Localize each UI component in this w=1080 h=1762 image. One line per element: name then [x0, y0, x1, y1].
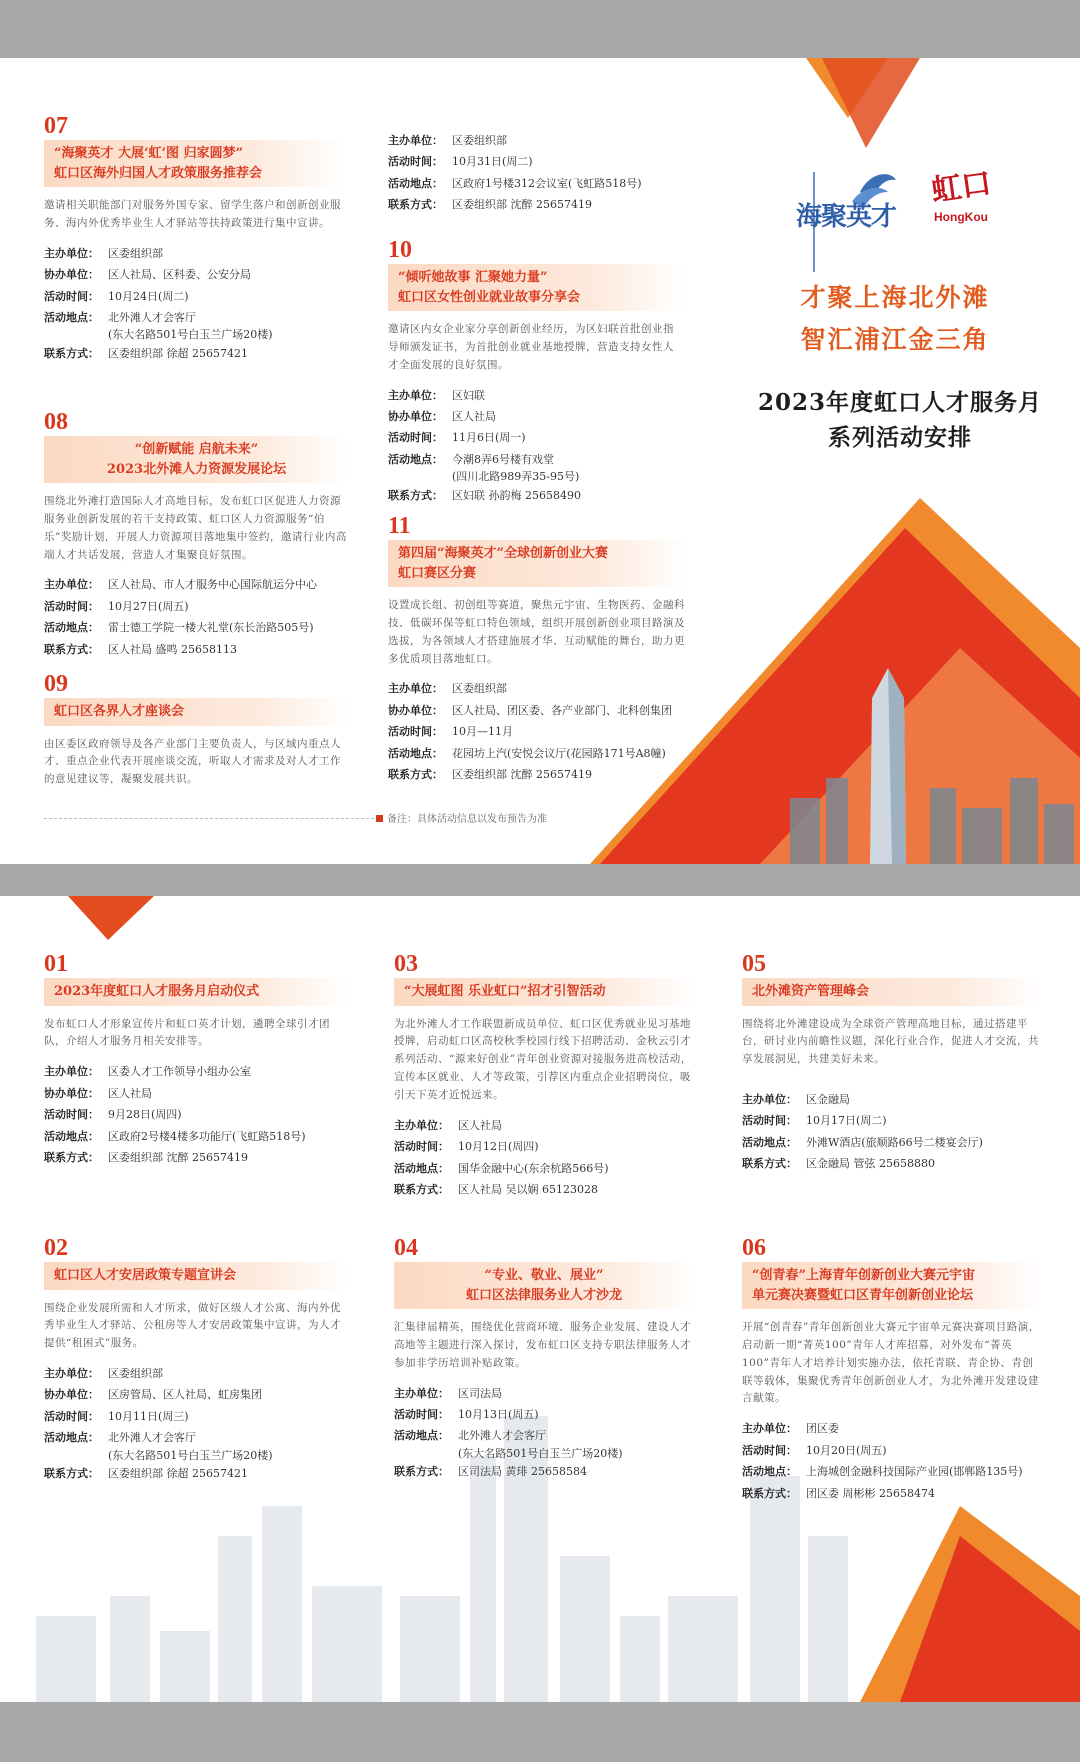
host-label: 主办单位： [44, 1367, 99, 1381]
time-value: 10月11日(周三) [108, 1409, 189, 1423]
contact-row [388, 194, 678, 215]
co-label: 协办单位： [44, 1388, 99, 1402]
brochure-panel-inner [0, 896, 1080, 1702]
place-value-detail: (东大名路501号白玉兰广场20楼) [108, 328, 273, 342]
event-title-band [742, 1262, 1042, 1309]
time-value: 10月—11月 [452, 725, 513, 739]
place-row [388, 743, 688, 764]
host-row [44, 243, 344, 264]
event-title-band [44, 698, 349, 726]
slogan-line: 智汇浦江金三角 [800, 325, 990, 354]
host-value: 区金融局 [806, 1093, 850, 1107]
event-title: “大展虹图 乐业虹口”招才引智活动 [404, 984, 606, 999]
slogan-line: 才聚上海北外滩 [800, 283, 990, 312]
event-description: 围绕将北外滩建设成为全球资产管理高地目标，通过搭建平台，研讨业内前瞻性议题，深化行业合作，促进人才交流，共享发展洞见，共建美好未来。 [742, 1017, 1039, 1066]
event-title: 虹口区女性创业就业故事分享会 [398, 289, 581, 305]
place-value-detail: (东大名路501号白玉兰广场20楼) [458, 1446, 623, 1460]
co-label: 协办单位： [44, 1086, 99, 1100]
event-title: 北外滩资产管理峰会 [752, 984, 870, 999]
contact-label: 联系方式： [394, 1183, 449, 1197]
footnote [376, 810, 547, 825]
time-value: 10月13日(周五) [458, 1407, 539, 1421]
time-value: 10月12日(周四) [458, 1140, 539, 1154]
event-number: 07 [44, 113, 68, 139]
host-value: 区妇联 [452, 388, 485, 402]
event-description: 邀请相关职能部门对服务外国专家、留学生落户和创新创业服务、海内外优秀毕业生人才驿站等扶持政策进行集中宣讲。 [44, 199, 341, 229]
contact-value: 区委组织部 沈醉 25657419 [108, 1150, 248, 1164]
time-row [742, 1440, 1042, 1461]
co-value: 区房管局、区人社局、虹房集团 [108, 1388, 262, 1402]
page-title-line: 系列活动安排 [828, 423, 972, 451]
place-value: 区政府2号楼4楼多功能厅(飞虹路518号) [108, 1129, 306, 1143]
note-square-icon [376, 815, 383, 822]
host-value: 区人社局、市人才服务中心国际航运分中心 [108, 578, 317, 592]
event-07 [44, 114, 344, 364]
event-title: 虹口区人才安居政策专题宣讲会 [54, 1268, 237, 1283]
time-row [388, 151, 678, 172]
contact-label: 联系方式： [44, 642, 99, 656]
host-label: 主办单位： [742, 1093, 797, 1107]
host-label: 主办单位： [44, 1065, 99, 1079]
co-row [44, 264, 344, 285]
contact-label: 联系方式： [44, 346, 99, 360]
event-number: 01 [44, 951, 68, 977]
contact-value: 区委组织部 徐超 25657421 [108, 346, 248, 360]
co-label: 协办单位： [388, 703, 443, 717]
time-label: 活动时间： [44, 1409, 99, 1423]
hongkou-logo-text: HongKou [934, 210, 988, 224]
contact-value: 区人社局 盛鸣 25658113 [108, 642, 237, 656]
co-value: 区人社局 [108, 1086, 152, 1100]
place-value: 上海城创金融科技国际产业园(邯郸路135号) [806, 1465, 1023, 1479]
contact-row [388, 485, 684, 506]
event-number: 04 [394, 1235, 418, 1261]
contact-value: 区委组织部 沈醉 25657419 [452, 768, 592, 782]
place-row [44, 1427, 349, 1463]
time-label: 活动时间： [388, 725, 443, 739]
host-value: 区人社局 [458, 1118, 502, 1132]
event-number: 09 [44, 671, 68, 697]
time-label: 活动时间： [394, 1407, 449, 1421]
host-row [388, 678, 688, 699]
contact-row [44, 343, 344, 364]
time-label: 活动时间： [394, 1140, 449, 1154]
haiju-logo-text: 海聚英才 [796, 202, 897, 232]
event-title: “创新赋能 启航未来” [134, 442, 259, 457]
time-value: 10月27日(周五) [108, 599, 189, 613]
co-row [388, 700, 688, 721]
contact-row [44, 1147, 349, 1168]
host-label: 主办单位： [388, 682, 443, 696]
host-row [44, 574, 349, 595]
event-title-band [394, 978, 694, 1006]
co-value: 区人社局、区科委、公安分局 [108, 268, 251, 282]
contact-label: 联系方式： [44, 1150, 99, 1164]
event-11 [388, 514, 688, 786]
place-value-detail: (四川北路989弄35-95号) [452, 470, 580, 484]
co-label: 协办单位： [388, 409, 443, 423]
time-value: 10月17日(周二) [806, 1114, 887, 1128]
event-title: 单元赛决赛暨虹口区青年创新创业论坛 [752, 1287, 974, 1303]
event-title: 虹口区各界人才座谈会 [54, 704, 185, 719]
event-title-band [44, 978, 349, 1006]
place-label: 活动地点： [44, 1129, 99, 1143]
event-title-band [742, 978, 1042, 1006]
host-value: 区司法局 [458, 1386, 502, 1400]
host-row [44, 1363, 349, 1384]
place-value: 今潮8弄6号楼有戏堂 [452, 452, 554, 466]
event-description: 汇集律届精英，围绕优化营商环境、服务企业发展、建设人才高地等主题进行深入探讨，发布虹口区支持专职法律服务人才参加非学历培训补贴政策。 [394, 1321, 691, 1369]
haiju-logo [790, 162, 900, 292]
note-text: 备注：具体活动信息以发布预告为准 [387, 814, 547, 825]
contact-label: 联系方式： [742, 1157, 797, 1171]
place-row [388, 173, 678, 194]
host-label: 主办单位： [394, 1118, 449, 1132]
event-title-band [44, 140, 344, 187]
place-label: 活动地点： [742, 1135, 797, 1149]
place-value: 北外滩人才会客厅 [108, 1431, 196, 1445]
contact-label: 联系方式： [742, 1486, 797, 1500]
contact-value: 区金融局 管弦 25658880 [806, 1157, 935, 1171]
host-label: 主办单位： [44, 578, 99, 592]
event-02 [44, 1236, 349, 1485]
event-06 [742, 1236, 1042, 1504]
contact-value: 区委组织部 沈醉 25657419 [452, 198, 592, 212]
contact-label: 联系方式： [394, 1465, 449, 1479]
host-label: 主办单位： [388, 134, 443, 147]
contact-value: 区妇联 孙韵梅 25658490 [452, 488, 581, 502]
event-title-band [388, 540, 688, 587]
place-value: 花园坊上汽(安悦会议厅(花园路171号A8幢) [452, 746, 666, 760]
host-row [388, 130, 678, 151]
event-05 [742, 952, 1042, 1175]
place-row [388, 449, 684, 485]
hongkou-logo-mark: 虹口 [929, 165, 994, 209]
place-row [394, 1158, 694, 1179]
place-label: 活动地点： [44, 621, 99, 635]
event-title-band [394, 1262, 694, 1309]
event-08 [44, 410, 349, 660]
co-row [44, 1384, 349, 1405]
host-row [394, 1383, 694, 1404]
host-value: 区委组织部 [108, 246, 163, 260]
time-row [742, 1110, 1042, 1131]
place-row [44, 307, 344, 343]
event-number: 10 [388, 237, 412, 263]
page-title-line: 2023年度虹口人才服务月 [757, 389, 1042, 416]
event-09-details [388, 130, 678, 216]
event-number: 11 [388, 513, 411, 539]
event-title: 虹口区海外归国人才政策服务推荐会 [54, 165, 263, 181]
event-title: 第四届“海聚英才”全球创新创业大赛 [398, 546, 608, 561]
place-label: 活动地点： [388, 176, 443, 190]
place-value: 北外滩人才会客厅 [458, 1429, 546, 1443]
event-01 [44, 952, 349, 1168]
event-title: “倾听她故事 汇聚她力量” [398, 270, 548, 285]
place-row [394, 1425, 694, 1461]
place-label: 活动地点： [44, 1431, 99, 1445]
event-description: 邀请区内女企业家分享创新创业经历，为区妇联首批创业指导师颁发证书，为首批创业就业基地授牌，营造支持女性人才全面发展的良好氛围。 [388, 323, 674, 371]
place-label: 活动地点： [388, 746, 443, 760]
contact-label: 联系方式： [388, 198, 443, 212]
co-value: 区人社局 [452, 409, 496, 423]
time-label: 活动时间： [388, 431, 443, 445]
contact-value: 区司法局 黄琲 25658584 [458, 1465, 587, 1479]
time-row [388, 721, 688, 742]
time-value: 10月24日(周二) [108, 289, 189, 303]
host-row [742, 1418, 1042, 1439]
event-number: 03 [394, 951, 418, 977]
time-label: 活动时间： [44, 1108, 99, 1122]
event-description: 由区委区政府领导及各产业部门主要负责人，与区域内重点人才、重点企业代表开展座谈交流，听取人才需求及对人才工作的意见建议等，凝聚发展共识。 [44, 737, 341, 786]
event-title: “专业、敬业、展业” [484, 1268, 604, 1283]
event-title-band [388, 264, 684, 311]
host-row [44, 1061, 349, 1082]
co-row [388, 406, 684, 427]
time-value: 9月28日(周四) [108, 1108, 182, 1122]
contact-value: 区人社局 吴以娴 65123028 [458, 1183, 598, 1197]
place-label: 活动地点： [44, 311, 99, 324]
contact-row [44, 1463, 349, 1484]
contact-row [742, 1153, 1042, 1174]
place-value: 外滩W酒店(旅顺路66号二楼宴会厅) [806, 1135, 983, 1149]
host-row [394, 1115, 694, 1136]
event-title-band [44, 436, 349, 483]
place-row [742, 1461, 1042, 1482]
time-label: 活动时间： [44, 289, 99, 303]
time-value: 10月31日(周二) [452, 155, 533, 169]
slogan [760, 278, 1030, 356]
time-label: 活动时间： [742, 1443, 797, 1457]
event-title: 2023北外滩人力资源发展论坛 [106, 461, 287, 477]
contact-label: 联系方式： [388, 488, 443, 502]
contact-label: 联系方式： [388, 768, 443, 782]
time-row [388, 427, 684, 448]
co-value: 区人社局、团区委、各产业部门、北科创集团 [452, 703, 672, 717]
co-row [44, 1083, 349, 1104]
time-row [44, 596, 349, 617]
contact-label: 联系方式： [44, 1467, 99, 1481]
time-row [44, 1104, 349, 1125]
place-label: 活动地点： [394, 1161, 449, 1175]
time-value: 11月6日(周一) [452, 431, 526, 445]
host-label: 主办单位： [742, 1422, 797, 1436]
event-title: “创青春”上海青年创新创业大赛元宇宙 [752, 1268, 975, 1283]
event-10 [388, 238, 684, 506]
host-label: 主办单位： [388, 388, 443, 402]
host-row [742, 1089, 1042, 1110]
event-description: 围绕企业发展所需和人才所求，做好区级人才公寓、海内外优秀毕业生人才驿站、公租房等人才安居政策集中宣讲，为人才提供“租困式”服务。 [44, 1301, 341, 1350]
place-value-detail: (东大名路501号白玉兰广场20楼) [108, 1448, 273, 1462]
event-title-band [44, 1262, 349, 1290]
place-value: 区政府1号楼312会议室(飞虹路518号) [452, 176, 642, 190]
page-title [740, 386, 1060, 455]
event-description: 开展“创青春”青年创新创业大赛元宇宙单元赛决赛项目路演，启动新一期“菁英100”青年人才库招募，对外发布“菁英100”青年人才培养计划实施办法，依托青联、青企协、青创联等载体，集聚优秀青年创新创业人才，为北外滩开发建设建言献策。 [742, 1321, 1040, 1405]
contact-row [394, 1461, 694, 1482]
place-label: 活动地点： [742, 1465, 797, 1479]
event-number: 05 [742, 951, 766, 977]
event-04 [394, 1236, 694, 1483]
event-description: 发布虹口人才形象宣传片和虹口英才计划，遴聘全球引才团队，介绍人才服务月相关安排等。 [44, 1017, 330, 1048]
place-row [44, 617, 349, 638]
host-value: 区委组织部 [452, 682, 507, 696]
time-row [394, 1136, 694, 1157]
place-label: 活动地点： [388, 452, 443, 466]
contact-row [388, 764, 688, 785]
event-title: “海聚英才 大展‘虹’图 归家圆梦” [54, 146, 244, 161]
host-value: 区委人才工作领导小组办公室 [108, 1065, 251, 1079]
place-row [44, 1126, 349, 1147]
contact-value: 区委组织部 徐超 25657421 [108, 1467, 248, 1481]
event-03 [394, 952, 694, 1200]
host-value: 团区委 [806, 1422, 839, 1436]
host-value: 区委组织部 [452, 134, 507, 147]
time-value: 10月20日(周五) [806, 1443, 887, 1457]
event-description: 为北外滩人才工作联盟新成员单位、虹口区优秀就业见习基地授牌，启动虹口区高校秋季校园行线下招聘活动、金秋云引才系列活动、“源来好创业”青年创业资源对接服务进高校活动，宣传本区就业、人才等政策，引荐区内重点企业招聘岗位，吸引天下英才近悦远来。 [394, 1017, 692, 1101]
place-value: 雷士德工学院一楼大礼堂(东长治路505号) [108, 621, 314, 635]
host-value: 区委组织部 [108, 1367, 163, 1381]
event-09 [44, 672, 349, 799]
time-row [394, 1404, 694, 1425]
contact-row [44, 639, 349, 660]
hongkou-logo [926, 162, 996, 224]
note-divider [44, 818, 374, 819]
host-label: 主办单位： [44, 246, 99, 260]
time-label: 活动时间： [742, 1114, 797, 1128]
place-row [742, 1132, 1042, 1153]
contact-value: 团区委 周彬彬 25658474 [806, 1486, 935, 1500]
event-description: 围绕北外滩打造国际人才高地目标，发布虹口区促进人力资源服务业创新发展的若干支持政策、虹口区人力资源服务“伯乐”奖励计划，开展人力资源项目落地集中签约，邀请行业内高端人才共话发展，营造人才集聚良好氛围。 [44, 495, 347, 561]
event-number: 08 [44, 409, 68, 435]
place-label: 活动地点： [394, 1429, 449, 1443]
contact-row [742, 1483, 1042, 1504]
event-description: 设置成长组、初创组等赛道，聚焦元宇宙、生物医药、金融科技、低碳环保等虹口特色领域，组织开展创新创业项目路演及选拔，为各领域人才搭建施展才华、互动赋能的舞台，助力更多优质项目落地虹口。 [388, 599, 685, 665]
contact-row [394, 1179, 694, 1200]
event-title: 虹口区法律服务业人才沙龙 [465, 1287, 622, 1303]
brochure-panel-outer [0, 58, 1080, 864]
event-number: 02 [44, 1235, 68, 1261]
host-row [388, 385, 684, 406]
event-title: 2023年度虹口人才服务月启动仪式 [54, 984, 260, 999]
co-label: 协办单位： [44, 268, 99, 282]
time-label: 活动时间： [388, 155, 443, 169]
host-label: 主办单位： [394, 1386, 449, 1400]
time-label: 活动时间： [44, 599, 99, 613]
place-value: 国华金融中心(东余杭路566号) [458, 1161, 609, 1175]
time-row [44, 1406, 349, 1427]
place-value: 北外滩人才会客厅 [108, 311, 196, 324]
time-row [44, 286, 344, 307]
event-title: 虹口赛区分赛 [398, 565, 477, 581]
event-number: 06 [742, 1235, 766, 1261]
